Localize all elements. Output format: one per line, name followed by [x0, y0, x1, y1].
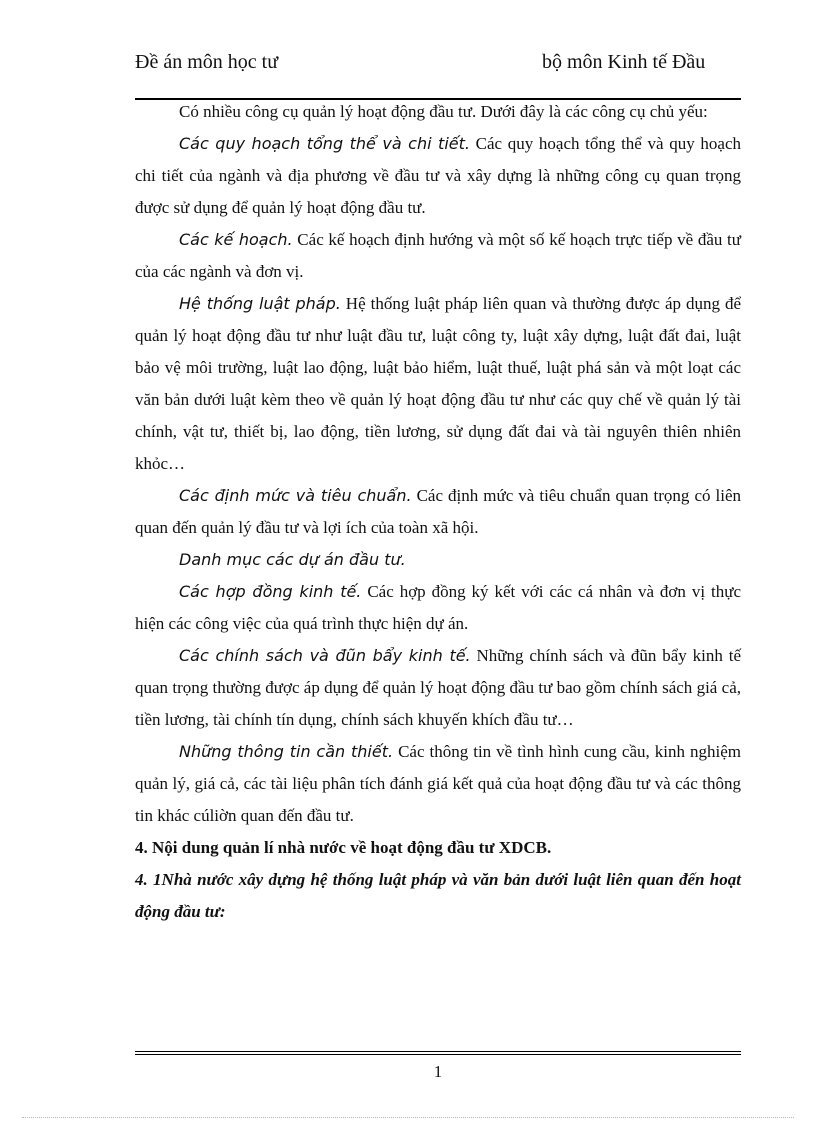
- text-policies: Những chính sách và đũn bẩy kinh tế quan trọng thường được áp dụng để quản lý hoạt động đầu tư bao gồm chính sách giá cả, tiền lương, tài chính tín dụng, chính sách khuyến khích đầu tư…: [135, 646, 741, 729]
- paragraph-master-plans: [135, 128, 741, 224]
- text-contracts: Các hợp đồng ký kết với các cá nhân và đơn vị thực hiện các công việc của quá trình thực hiện dự án.: [135, 582, 741, 633]
- paragraph-plans: [135, 224, 741, 288]
- text-norms-standards: Các định mức và tiêu chuẩn quan trọng có liên quan đến quản lý đầu tư và lợi ích của toàn xã hội.: [135, 486, 742, 537]
- term-policies: Các chính sách và đũn bẩy kinh tế.: [179, 646, 471, 665]
- term-contracts: Các hợp đồng kinh tế.: [179, 582, 362, 601]
- paragraph-policies: [135, 640, 741, 736]
- subsection-heading: 4. 1Nhà nước xây dựng hệ thống luật pháp và văn bản dưới luật liên quan đến hoạt động đầu tư:: [135, 870, 741, 921]
- term-information: Những thông tin cần thiết.: [179, 742, 394, 761]
- page-number: 1: [433, 1062, 443, 1081]
- footer-rule: [135, 1051, 741, 1055]
- header-right-text: bộ môn Kinh tế Đầu: [542, 51, 706, 73]
- text-legal-system: Hệ thống luật pháp liên quan và thường được áp dụng để quản lý hoạt động đầu tư như luật đầu tư, luật công ty, luật xây dựng, luật đất đai, luật bảo vệ môi trường, luật lao động, luật bảo hiểm, luật thuế, luật phá sản và một loạt các văn bản dưới luật kèm theo về quản lý hoạt động đầu tư như các quy chế về quản lý tài chính, vật tư, thiết bị, lao động, tiền lương, sử dụng đất đai và tài nguyên thiên nhiên khỏc…: [135, 294, 741, 473]
- paragraph-norms-standards: [135, 480, 741, 544]
- paragraph-contracts: [135, 576, 741, 640]
- term-norms-standards: Các định mức và tiêu chuẩn.: [179, 486, 412, 505]
- term-legal-system: Hệ thống luật pháp.: [179, 294, 341, 313]
- paragraph-project-list: [135, 544, 741, 576]
- header-left-text: Đề án môn học tư: [135, 51, 279, 73]
- paragraph-legal-system: [135, 288, 741, 480]
- document-body: [135, 96, 741, 928]
- text-master-plans: Các quy hoạch tổng thể và quy hoạch chi tiết của ngành và địa phương về đầu tư và xây dựng là những công cụ quan trọng được sử dụng để quản lý hoạt động đầu tư.: [135, 134, 741, 217]
- intro-paragraph: Có nhiều công cụ quản lý hoạt động đầu tư. Dưới đây là các công cụ chủ yếu:: [179, 102, 708, 121]
- text-plans: Các kế hoạch định hướng và một số kế hoạch trực tiếp về đầu tư của các ngành và đơn vị.: [135, 230, 741, 281]
- page-edge-dotted-line: [22, 1117, 794, 1118]
- term-plans: Các kế hoạch.: [179, 230, 293, 249]
- paragraph-information: [135, 736, 741, 832]
- text-information: Các thông tin về tình hình cung cầu, kinh nghiệm quản lý, giá cả, các tài liệu phân tích đánh giá kết quả của hoạt động đầu tư và các thông tin khác cúliờn quan đến đầu tư.: [135, 742, 741, 825]
- term-master-plans: Các quy hoạch tổng thể và chi tiết.: [179, 134, 470, 153]
- term-project-list: Danh mục các dự án đầu tư.: [179, 550, 406, 569]
- section-heading: 4. Nội dung quản lí nhà nước về hoạt động đầu tư XDCB.: [135, 838, 552, 857]
